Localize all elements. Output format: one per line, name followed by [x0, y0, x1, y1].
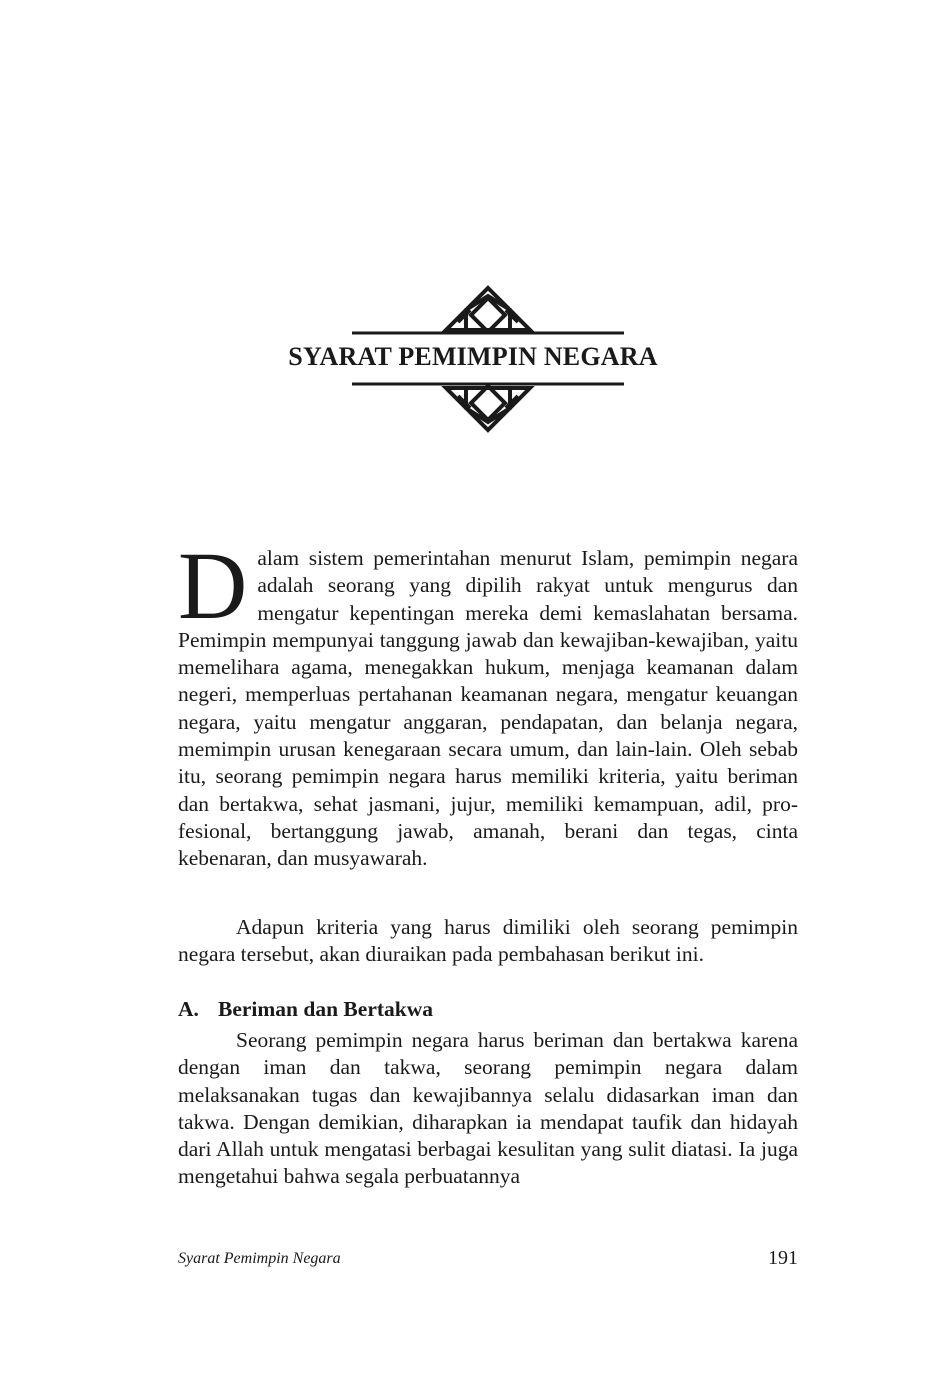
- page-number: 191: [768, 1247, 798, 1269]
- chapter-ornament-icon: [0, 0, 946, 460]
- section-number: A.: [178, 997, 199, 1021]
- paragraph-criteria: Adapun kriteria yang harus dimiliki oleh seorang pemimpin negara tersebut, akan diuraikan pada pembahasan berikut ini.: [178, 915, 798, 967]
- paragraph-intro: [178, 532, 798, 873]
- chapter-title: SYARAT PEMIMPIN NEGARA: [288, 342, 658, 371]
- section-title: Beriman dan Bertakwa: [218, 997, 433, 1021]
- drop-cap: D: [178, 532, 248, 639]
- running-title: Syarat Pemimpin Negara: [178, 1250, 341, 1267]
- section-heading-a: [178, 997, 433, 1022]
- paragraph-section-a: Seorang pemimpin negara harus beriman dan bertakwa karena dengan iman dan takwa, seorang pemimpin negara dalam melaksanakan tugas dan kewajibannya selalu didasarkan iman dan takwa. Dengan demikian, diharapkan ia mendapat taufik dan hidayah dari Allah untuk mengatasi berbagai kesulitan yang sulit diatasi. Ia juga mengetahui bahwa segala perbuatannya: [178, 1028, 798, 1189]
- paragraph-intro-text: alam sistem pemerintahan menurut Islam, pemimpin negara adalah seorang yang dipilih rakyat untuk mengurus dan mengatur kepentingan mereka demi kemaslahatan bersama. Pemimpin mempunyai tanggung jawab dan kewajiban-kewajiban, yaitu memelihara agama, menegakkan hukum, menjaga keamanan dalam negeri, memperluas pertahanan keamanan negara, mengatur keuangan negara, yaitu mengatur anggaran, pendapatan, dan belanja negara, memimpin urusan kenegaraan secara umum, dan lain-lain. Oleh sebab itu, seorang pemimpin negara harus memiliki kriteria, yaitu beriman dan bertakwa, sehat jasmani, jujur, memiliki kemampuan, adil, profesional, bertanggung jawab, amanah, berani dan tegas, cinta kebenaran, dan musyawarah.: [178, 546, 798, 871]
